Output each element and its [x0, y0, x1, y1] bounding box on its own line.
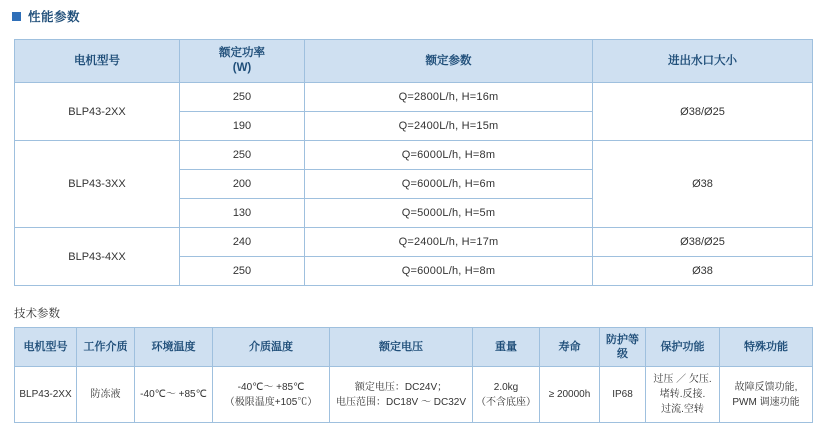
column-header-medium-temp: 介质温度 — [213, 328, 330, 367]
column-header-medium: 工作介质 — [77, 328, 135, 367]
column-header-rated-params: 额定参数 — [305, 40, 593, 83]
cell-port: Ø38/Ø25 — [593, 228, 813, 257]
cell-model: BLP43-2XX — [15, 367, 77, 423]
cell-voltage-line2: 电压范围：DC18V ～ DC32V — [335, 396, 467, 408]
column-header-power-line1: 额定功率 — [219, 47, 265, 59]
cell-protection-line1: 过压 ／ 欠压. — [653, 374, 712, 385]
column-header-weight: 重量 — [473, 328, 540, 367]
column-header-port-size: 进出水口大小 — [593, 40, 813, 83]
page-title: 性能参数 — [28, 10, 81, 24]
cell-port: Ø38 — [593, 141, 813, 228]
column-header-ambient-temp: 环境温度 — [135, 328, 213, 367]
cell-params: Q=2800L/h, H=16m — [305, 83, 593, 112]
cell-power: 250 — [180, 83, 305, 112]
cell-life: ≥ 20000h — [540, 367, 600, 423]
cell-medium: 防冻液 — [77, 367, 135, 423]
cell-medium-temp — [213, 367, 330, 423]
column-header-model: 电机型号 — [15, 40, 180, 83]
cell-power: 130 — [180, 199, 305, 228]
cell-special-function — [720, 367, 813, 423]
tech-spec-label: 技术参数 — [14, 308, 60, 320]
table-row — [15, 228, 813, 257]
cell-protection-class: IP68 — [600, 367, 646, 423]
cell-power: 200 — [180, 170, 305, 199]
cell-medium-temp-line1: -40℃～ +85℃ — [237, 381, 305, 393]
cell-medium-temp-line2: （极限温度+105℃） — [224, 396, 318, 408]
cell-protection-function — [646, 367, 720, 423]
cell-special-line1: 故障反馈功能, — [734, 381, 798, 393]
performance-table — [14, 39, 813, 286]
cell-model: BLP43-4XX — [15, 228, 180, 286]
cell-protection-line2: 堵转.反接. — [659, 389, 706, 400]
cell-params: Q=6000L/h, H=6m — [305, 170, 593, 199]
cell-protection-line3: 过流.空转 — [661, 404, 704, 415]
cell-params: Q=6000L/h, H=8m — [305, 257, 593, 286]
column-header-power — [180, 40, 305, 83]
cell-voltage-line1: 额定电压：DC24V； — [354, 381, 448, 393]
column-header-power-line2: (W) — [232, 62, 252, 74]
technical-table — [14, 327, 813, 423]
cell-params: Q=5000L/h, H=5m — [305, 199, 593, 228]
cell-model: BLP43-3XX — [15, 141, 180, 228]
cell-power: 190 — [180, 112, 305, 141]
table-header-row — [15, 40, 813, 83]
column-header-protection-class: 防护等级 — [600, 328, 646, 367]
cell-ambient-temp: -40℃～ +85℃ — [135, 367, 213, 423]
cell-special-line2: PWM 调速功能 — [732, 396, 800, 408]
cell-params: Q=2400L/h, H=15m — [305, 112, 593, 141]
cell-weight-line2: （不含底座） — [476, 396, 536, 408]
cell-rated-voltage — [330, 367, 473, 423]
table-row — [15, 367, 813, 423]
cell-weight — [473, 367, 540, 423]
cell-model: BLP43-2XX — [15, 83, 180, 141]
column-header-life: 寿命 — [540, 328, 600, 367]
cell-weight-line1: 2.0kg — [493, 381, 519, 393]
section-heading — [0, 0, 827, 25]
cell-params: Q=2400L/h, H=17m — [305, 228, 593, 257]
section-marker-icon — [12, 12, 21, 21]
cell-port: Ø38/Ø25 — [593, 83, 813, 141]
cell-power: 240 — [180, 228, 305, 257]
column-header-special-function: 特殊功能 — [720, 328, 813, 367]
table-header-row — [15, 328, 813, 367]
cell-params: Q=6000L/h, H=8m — [305, 141, 593, 170]
column-header-rated-voltage: 额定电压 — [330, 328, 473, 367]
cell-power: 250 — [180, 257, 305, 286]
column-header-protection-function: 保护功能 — [646, 328, 720, 367]
cell-power: 250 — [180, 141, 305, 170]
column-header-model: 电机型号 — [15, 328, 77, 367]
table-row — [15, 83, 813, 112]
cell-port: Ø38 — [593, 257, 813, 286]
table-row — [15, 141, 813, 170]
performance-table-wrapper — [0, 39, 827, 286]
tech-table-wrapper — [0, 327, 827, 423]
